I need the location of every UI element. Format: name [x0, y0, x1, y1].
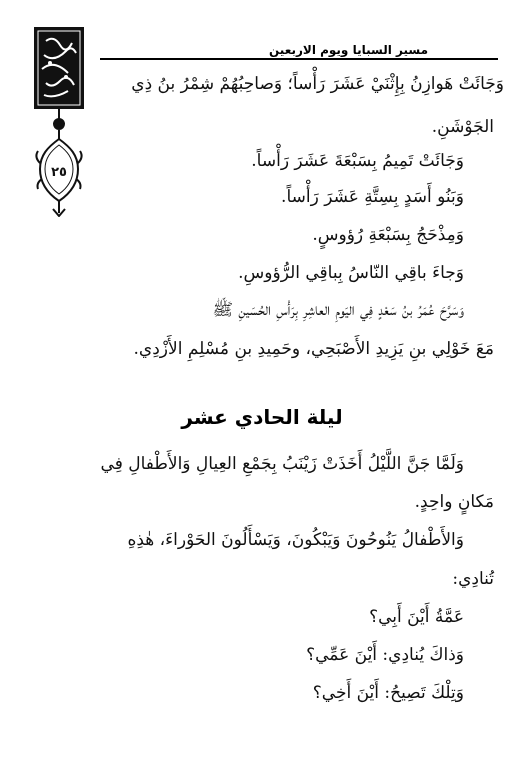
text-line: وَجاءَ باقِي النّاسُ بِباقِي الرُّؤوسِ.	[238, 263, 464, 283]
section-heading: ليلة الحادي عشر	[181, 405, 343, 429]
running-header-title: مسير السبايا ويوم الاربعين	[269, 43, 428, 57]
text-line: وَتِلْكَ تَصِيحُ: أَيْنَ أَخِي؟	[312, 683, 464, 703]
text-line: مَكانٍ واحِدٍ.	[414, 492, 494, 512]
text-line: وَذاكَ يُنادِي: أَيْنَ عَمِّي؟	[306, 645, 464, 665]
page-number: ٢٥	[51, 165, 67, 180]
text-line: عَمَّةُ أَيْنَ أَبِي؟	[369, 607, 464, 627]
text-line: وَسَرَّحَ عُمَرُ بنُ سَعْدٍ فِي اليَومِ العاشِرِ بِرَأْسِ الحُسَينِ ﷺ	[212, 300, 464, 320]
text-line: وَبَنُو أَسَدٍ بِسِتَّةِ عَشَرَ رَأْساً.	[281, 187, 464, 207]
text-line: وَجَائَتْ تَمِيمُ بِسَبْعَةَ عَشَرَ رَأْساً.	[251, 151, 464, 171]
header-rule	[100, 58, 498, 60]
text-line: وَمِذْحَجُ بِسَبْعَةِ رُؤوسٍ.	[312, 225, 464, 245]
text-line: وَالأَطْفالُ يَنُوحُونَ وَيَبْكُونَ، وَيَسْأَلُونَ الحَوْراءَ، هٰذِهِ	[127, 530, 464, 550]
text-line: الجَوْشَنِ.	[431, 117, 494, 137]
text-line: وَجَائَتْ هَوازِنُ بِإِثْنَيْ عَشَرَ رَأْساً؛ وَصاحِبُهُمْ شِمْرُ بنُ ذِي	[131, 74, 504, 94]
text-line: مَعَ خَوْلِي بنِ يَزِيدِ الأَصْبَحِي، وحَمِيدِ بنِ مُسْلِمِ الأَزْدِي.	[133, 339, 494, 359]
text-line: وَلَمَّا جَنَّ اللَّيْلُ أَخَذَتْ زَيْنَبُ بِجَمْعِ العِيالِ وَالأَطْفالِ فِي	[100, 454, 464, 474]
text-line: تُنادِي:	[452, 569, 494, 589]
calligraphy-seal-icon	[34, 27, 84, 109]
